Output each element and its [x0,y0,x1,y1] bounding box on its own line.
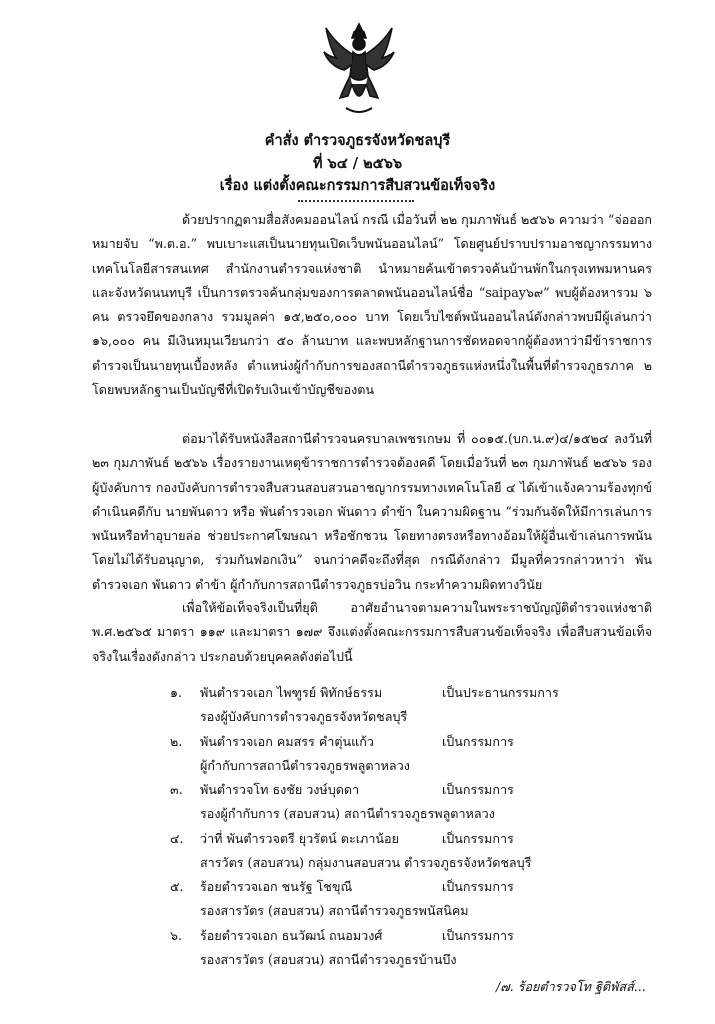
page-continuation: /๗. ร้อยตำรวจโท ฐิติพัสส์... [496,979,646,994]
member-role: เป็นกรรมการ [442,782,514,797]
member-role: เป็นกรรมการ [442,830,514,846]
paragraph-2 [92,427,652,597]
member-name: พันตำรวจเอก คมสรร คำตุ่นแก้ว [200,733,374,749]
member-number: ๖. [170,927,182,943]
member-number: ๒. [170,733,183,749]
paragraph-2-text: ต่อมาได้รับหนังสือสถานีตำรวจนครบาลเพชรเกษม ที่ ๐๐๑๕.(บก.น.๙)๔/๑๕๒๔ ลงวันที่ ๒๓ กุมภาพันธ์ ๒๕๖๖ เรื่องรายงานเหตุข้าราชการตำรวจต้องคดี โดยเมื่อวันที่ ๒๓ กุมภาพันธ์ ๒๕๖๖ รองผู้บังคับการ กองบังคับการตำรวจสืบสวนสอบสวนอาชญากรรมทางเทคโนโลยี ๔ ได้เข้าแจ้งความร้องทุกข์ดำเนินคดีกับ นายพันดาว หรือ พันตำรวจเอก พันดาว ดำข้า ในความผิดฐาน “ร่วมกันจัดให้มีการเล่นการพนันหรือทำอุบายล่อ ช่วยประกาศโฆษณา หรือชักชวน โดยทางตรงหรือทางอ้อมให้ผู้อื่นเข้าเล่นการพนัน โดยไม่ได้รับอนุญาต, ร่วมกันฟอกเงิน” จนกว่าคดีจะถึงที่สุด กรณีดังกล่าว มีมูลที่ควรกล่าวหาว่า พันตำรวจเอก พันดาว ดำข้า ผู้กำกับการสถานีตำรวจภูธรบ่อวิน กระทำความผิดทางวินัย [92,431,652,592]
member-role: เป็นกรรมการ [442,927,514,943]
member-role: เป็นกรรมการ [442,733,514,749]
paragraph-1-text: ด้วยปรากฏตามสื่อสังคมออนไลน์ กรณี เมื่อวันที่ ๒๒ กุมภาพันธ์ ๒๕๖๖ ความว่า “จ่อออกหมายจับ “พ.ต.อ.” พบเบาะแสเป็นนายทุนเปิดเว็บพนันออนไลน์” โดยศูนย์ปราบปรามอาชญากรรมทางเทคโนโลยีสารสนเทศ สำนักงานตำรวจแห่งชาติ นำหมายค้นเข้าตรวจค้นบ้านพักในกรุงเทพมหานคร และจังหวัดนนทบุรี เป็นการตรวจค้นกลุ่มของการตลาดพนันออนไลน์ชื่อ “saipay๖๙” พบผู้ต้องหารวม ๖ คน ตรวจยึดของกลาง รวมมูลค่า ๑๕,๒๕๐,๐๐๐ บาท โดยเว็บไซต์พนันออนไลน์ดังกล่าวพบมีผู้เล่นกว่า ๑๖,๐๐๐ คน มีเงินหมุนเวียนกว่า ๕๐ ล้านบาท และพบหลักฐานการชัดหอดจากผู้ต้องหาว่ามีข้าราชการตำรวจเป็นนายทุนเบื้องหลัง ตำแหน่งผู้กำกับการของสถานีตำรวจภูธรแห่งหนึ่งในพื้นที่ตำรวจภูธรภาค ๒ โดยพบหลักฐานเป็นบัญชีที่เปิดรับเงินเข้าบัญชีของตน [92,212,653,398]
member-name: ว่าที่ พันตำรวจตรี ยุวรัตน์ ตะเภาน้อย [200,830,399,846]
order-subject: เรื่อง แต่งตั้งคณะกรรมการสืบสวนข้อเท็จจริง [219,177,496,194]
member-number: ๔. [170,830,184,846]
member-number: ๓. [170,782,183,797]
member-name: พันตำรวจเอก ไพฑูรย์ พิทักษ์ธรรม [200,685,383,700]
member-number: ๕. [170,879,184,894]
member-position: รองผู้กำกับการ (สอบสวน) สถานีตำรวจภูธรพลูตาหลวง [200,806,495,821]
title-divider [298,200,414,202]
list-item [170,732,670,781]
member-position: รองผู้บังคับการตำรวจภูธรจังหวัดชลบุรี [200,709,408,724]
member-name: ร้อยตำรวจเอก ธนวัฒน์ ถนอมวงศ์ [200,927,383,943]
list-item [170,877,670,926]
member-position: รองสารวัตร (สอบสวน) สถานีตำรวจภูธรพนัสนิคม [200,903,469,918]
member-role: เป็นประธานกรรมการ [442,685,559,700]
list-item [170,829,670,878]
member-name: ร้อยตำรวจเอก ชนรัฐ โชขุณี [200,879,353,894]
paragraph-3 [92,596,652,669]
member-role: เป็นกรรมการ [442,879,514,894]
member-position: ผู้กำกับการสถานีตำรวจภูธรพลูตาหลวง [200,757,410,773]
garuda-emblem-icon [322,18,396,118]
list-item [170,780,670,829]
member-number: ๑. [170,685,182,700]
member-position: สารวัตร (สอบสวน) กลุ่มงานสอบสวน ตำรวจภูธรจังหวัดชลบุรี [200,854,532,870]
order-title: คำสั่ง ตำรวจภูธรจังหวัดชลบุรี [264,132,451,149]
committee-member-list [170,683,670,974]
paragraph-1 [92,208,652,402]
order-number: ที่ ๖๔ / ๒๕๖๖ [312,155,403,172]
list-item [170,926,670,975]
member-position: รองสารวัตร (สอบสวน) สถานีตำรวจภูธรบ้านบึง [200,951,457,967]
list-item [170,683,670,732]
paragraph-3-text: เพื่อให้ข้อเท็จจริงเป็นที่ยุติ อาศัยอำนาจตามความในพระราชบัญญัติตำรวจแห่งชาติ พ.ศ.๒๕๖๕ มาตรา ๑๑๙ และมาตรา ๑๗๙ จึงแต่งตั้งคณะกรรมการสืบสวนข้อเท็จจริง เพื่อสืบสวนข้อเท็จจริงในเรื่องดังกล่าว ประกอบด้วยบุคคลดังต่อไปนี้ [92,600,652,664]
member-name: พันตำรวจโท ธงชัย วงษ์บุดดา [200,782,360,797]
